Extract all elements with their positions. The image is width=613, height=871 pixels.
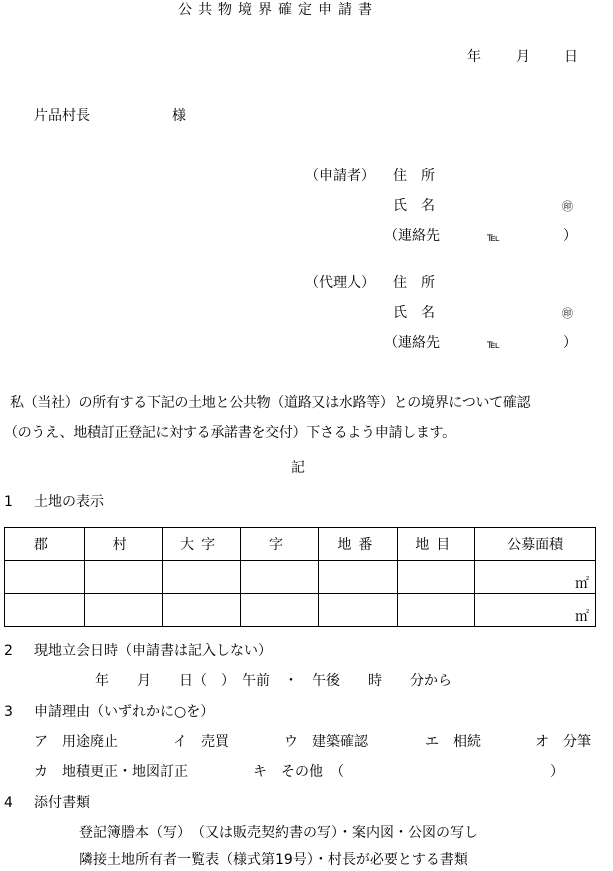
- body-text-line2: （のうえ、地積訂正登記に対する承諾書を交付）下さるよう申請します。: [4, 425, 456, 441]
- agent-seal-mark: ㊞: [562, 307, 573, 320]
- section4-title: 添付書類: [34, 795, 90, 811]
- area-cell[interactable]: ㎡: [475, 561, 596, 594]
- agent-contact-close: ）: [563, 335, 577, 351]
- agent-address-label: 住 所: [393, 275, 435, 291]
- land-table-header-row: [5, 528, 596, 561]
- land-table: [4, 527, 596, 627]
- table-row: [5, 561, 596, 594]
- reason-option-i[interactable]: イ 売買: [173, 734, 229, 750]
- table-cell[interactable]: [240, 561, 319, 594]
- applicant-address-label: 住 所: [393, 168, 435, 184]
- table-cell[interactable]: [398, 594, 475, 627]
- section2-title: 現地立会日時（申請書は記入しない）: [34, 643, 272, 659]
- table-cell[interactable]: [5, 594, 85, 627]
- header-chimoku: 地目: [398, 528, 475, 561]
- reason-option-ka[interactable]: カ 地積更正・地図訂正: [34, 764, 188, 780]
- table-cell[interactable]: [319, 561, 398, 594]
- section4-number: 4: [4, 795, 13, 811]
- reason-option-u[interactable]: ウ 建築確認: [284, 734, 368, 750]
- table-cell[interactable]: [84, 561, 162, 594]
- agent-tel-label: ℡: [487, 337, 500, 351]
- document-title: 公共物境界確定申請書: [178, 2, 378, 18]
- applicant-seal-mark: ㊞: [562, 200, 573, 213]
- table-cell[interactable]: [5, 561, 85, 594]
- section2-number: 2: [4, 643, 13, 659]
- header-aza: 字: [240, 528, 319, 561]
- date-year: 年: [467, 49, 481, 65]
- section2-datetime-line: 年 月 日（ ） 午前 ・ 午後 時 分から: [95, 673, 452, 689]
- section3-title: 申請理由（いずれかに○を）: [34, 704, 215, 720]
- reason-option-a[interactable]: ア 用途廃止: [34, 734, 118, 750]
- table-cell[interactable]: [319, 594, 398, 627]
- agent-name-label: 氏 名: [393, 305, 435, 321]
- applicant-contact-label: （連絡先: [384, 228, 440, 244]
- table-row: [5, 594, 596, 627]
- ki-heading: 記: [291, 460, 305, 476]
- table-cell[interactable]: [162, 561, 240, 594]
- header-area: 公募面積: [475, 528, 596, 561]
- header-chiban: 地番: [319, 528, 398, 561]
- date-month: 月: [516, 49, 530, 65]
- header-mura: 村: [84, 528, 162, 561]
- agent-role: （代理人）: [305, 275, 375, 291]
- header-gun: 郡: [5, 528, 85, 561]
- reason-option-e[interactable]: エ 相続: [425, 734, 481, 750]
- reason-option-o[interactable]: オ 分筆: [535, 734, 591, 750]
- table-cell[interactable]: [84, 594, 162, 627]
- body-text-line1: 私（当社）の所有する下記の土地と公共物（道路又は水路等）との境界について確認: [10, 395, 531, 411]
- applicant-name-label: 氏 名: [393, 198, 435, 214]
- attachments-line2: 隣接土地所有者一覧表（様式第19号）・村長が必要とする書類: [79, 852, 468, 868]
- reason-other-close: ）: [550, 764, 564, 780]
- table-cell[interactable]: [398, 561, 475, 594]
- agent-contact-label: （連絡先: [384, 335, 440, 351]
- section3-number: 3: [4, 704, 13, 720]
- header-oaza: 大字: [162, 528, 240, 561]
- area-cell[interactable]: ㎡: [475, 594, 596, 627]
- applicant-tel-label: ℡: [487, 230, 500, 244]
- applicant-role: （申請者）: [305, 168, 375, 184]
- table-cell[interactable]: [240, 594, 319, 627]
- table-cell[interactable]: [162, 594, 240, 627]
- addressee-name: 片品村長: [34, 108, 90, 124]
- section1-number: 1: [4, 494, 13, 510]
- date-day: 日: [564, 49, 578, 65]
- section1-title: 土地の表示: [34, 494, 104, 510]
- attachments-line1: 登記簿謄本（写） （又は販売契約書の写）・案内図・公図の写し: [79, 825, 478, 841]
- reason-option-ki[interactable]: キ その他 （: [253, 764, 344, 780]
- addressee-honorific: 様: [172, 108, 186, 124]
- applicant-contact-close: ）: [563, 228, 577, 244]
